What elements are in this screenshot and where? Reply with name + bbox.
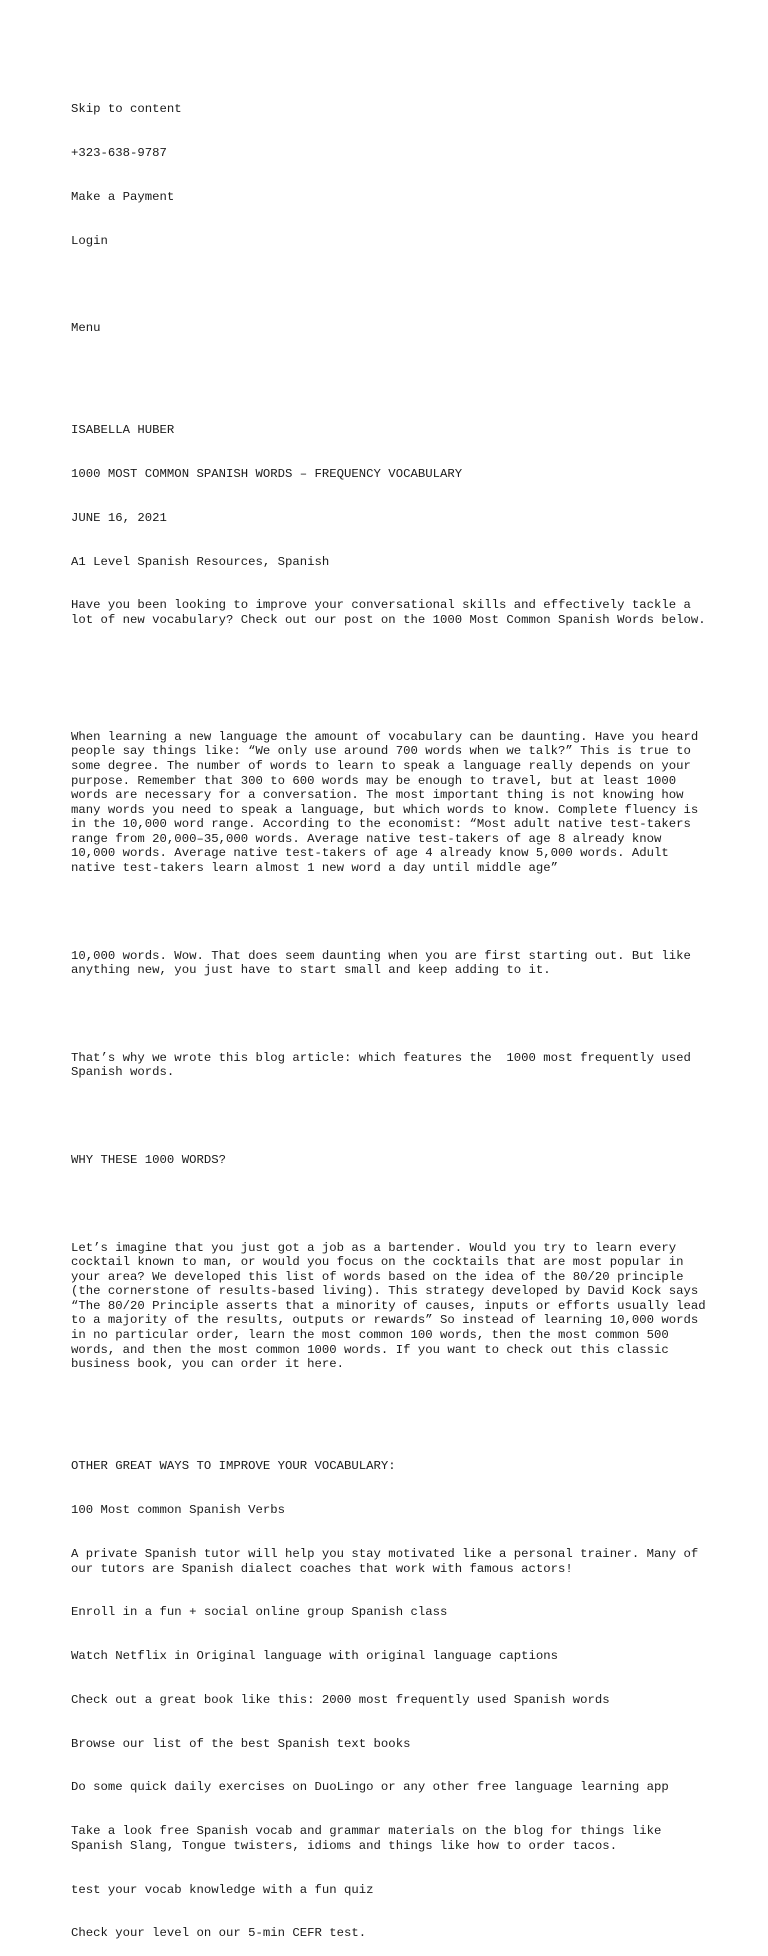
tip-item: Take a look free Spanish vocab and grammar materials on the blog for things like Spanish Slang, Tongue twisters, idioms and things like how to order tacos. xyxy=(71,1824,669,1853)
tip-item: Do some quick daily exercises on DuoLingo or any other free language learning app xyxy=(71,1780,669,1795)
tip-item: Check your level on our 5-min CEFR test. xyxy=(71,1926,367,1941)
login-link[interactable]: Login xyxy=(71,233,108,248)
vocabulary-paragraph: When learning a new language the amount of vocabulary can be daunting. Have you heard people say things like: “We only use around 700 words when we talk?” This is true to some degree. The number of words to learn to speak a language really depends on your purpose. Remember that 300 to 600 words may be enough to travel, but at least 1000 words are necessary for a conversation. The most important thing is not knowing how many words you need to speak a language, but which words to know. Complete fluency is in the 10,000 word range. According to the economist: “Most adult native test-takers range from 20,000–35,000 words. Average native test-takers of age 8 already know 10,000 words. Average native test-takers of age 4 already know 5,000 words. Adult native test-takers learn almost 1 new word a day until middle age” xyxy=(71,729,706,876)
tip-item: Browse our list of the best Spanish text books xyxy=(71,1736,411,1751)
post-categories: A1 Level Spanish Resources, Spanish xyxy=(71,554,330,569)
tip-item: Enroll in a fun + social online group Spanish class xyxy=(71,1605,448,1620)
why-these-words-heading: WHY THESE 1000 WORDS? xyxy=(71,1152,226,1167)
make-payment-link[interactable]: Make a Payment xyxy=(71,189,175,204)
post-date: JUNE 16, 2021 xyxy=(71,510,167,525)
tip-item: Watch Netflix in Original language with original language captions xyxy=(71,1649,559,1664)
intro-paragraph: Have you been looking to improve your conversational skills and effectively tackle a lot of new vocabulary? Check out our post on the 1000 Most Common Spanish Words below. xyxy=(71,598,706,627)
skip-to-content-link[interactable]: Skip to content xyxy=(71,102,182,117)
tip-item[interactable]: 100 Most common Spanish Verbs xyxy=(71,1503,286,1518)
why-wrote-paragraph: That’s why we wrote this blog article: which features the 1000 most frequently used Spanish words. xyxy=(71,1050,699,1080)
post-title: 1000 MOST COMMON SPANISH WORDS – FREQUENCY VOCABULARY xyxy=(71,467,463,482)
menu-button[interactable]: Menu xyxy=(71,321,101,336)
post-author: ISABELLA HUBER xyxy=(71,423,175,438)
tip-item: test your vocab knowledge with a fun quiz xyxy=(71,1882,374,1897)
bartender-paragraph: Let’s imagine that you just got a job as a bartender. Would you try to learn every cocktail known to man, or would you focus on the cocktails that are most popular in your area? We developed this list of words based on the idea of the 80/20 principle (the cornerstone of results-based living). This strategy developed by David Kock says “The 80/20 Principle asserts that a minority of causes, inputs or efforts usually lead to a majority of the results, outputs or rewards” So instead of learning 10,000 words in no particular order, learn the most common 100 words, then the most common 500 words, and then the most common 1000 words. If you want to check out this classic business book, you can order it here. xyxy=(71,1240,714,1372)
other-ways-heading: OTHER GREAT WAYS TO IMPROVE YOUR VOCABULARY: xyxy=(71,1459,396,1474)
phone-link[interactable]: +323-638-9787 xyxy=(71,145,167,160)
tip-item: Check out a great book like this: 2000 most frequently used Spanish words xyxy=(71,1692,610,1707)
daunting-paragraph: 10,000 words. Wow. That does seem daunting when you are first starting out. But like anything new, you just have to start small and keep adding to it. xyxy=(71,948,699,978)
tip-item: A private Spanish tutor will help you stay motivated like a personal trainer. Many of our tutors are Spanish dialect coaches that work with famous actors! xyxy=(71,1546,706,1576)
